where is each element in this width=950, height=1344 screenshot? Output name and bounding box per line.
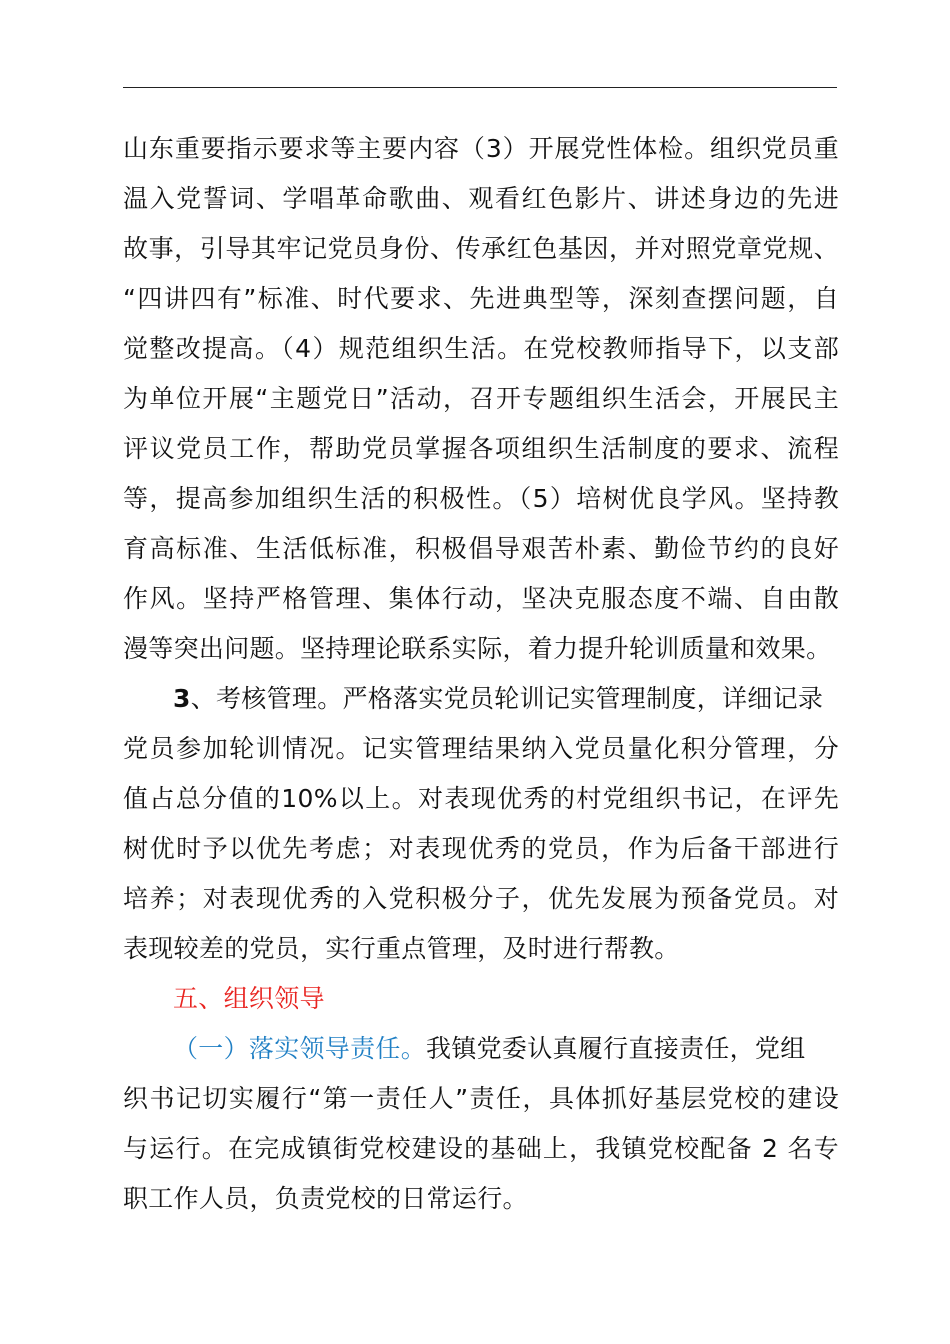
text-line: 树优时予以优先考虑；对表现优秀的党员，作为后备干部进行: [123, 834, 839, 863]
paragraph-leadership-responsibility: [123, 1024, 839, 1224]
text-line-first: [123, 674, 839, 724]
text-line: 值占总分值的10%以上。对表现优秀的村党组织书记，在评先: [123, 784, 839, 813]
text-line: 育高标准、生活低标准，积极倡导艰苦朴素、勤俭节约的良好: [123, 534, 839, 563]
header-rule: [123, 87, 837, 88]
item-text: 、考核管理。严格落实党员轮训记实管理制度，详细记录: [190, 684, 824, 713]
text-line: 为单位开展“主题党日”活动，召开专题组织生活会，开展民主: [123, 384, 839, 413]
text-line: 觉整改提高。（4）规范组织生活。在党校教师指导下，以支部: [123, 334, 839, 363]
section-heading: 五、组织领导: [173, 984, 325, 1013]
subheading: （一）落实领导责任。: [173, 1034, 427, 1063]
item-number: 3: [173, 684, 191, 713]
text-line: 表现较差的党员，实行重点管理，及时进行帮教。: [123, 934, 680, 963]
text-line: 职工作人员，负责党校的日常运行。: [123, 1184, 528, 1213]
text-line: 山东重要指示要求等主要内容（3）开展党性体检。组织党员重: [123, 134, 839, 163]
document-body: [123, 124, 839, 1224]
text-line-first: [123, 1024, 839, 1074]
text-line: 评议党员工作，帮助党员掌握各项组织生活制度的要求、流程: [123, 434, 839, 463]
text-line: 等，提高参加组织生活的积极性。（5）培树优良学风。坚持教: [123, 484, 839, 513]
text-line: 与运行。在完成镇街党校建设的基础上，我镇党校配备 2 名专: [123, 1134, 839, 1163]
text-line: 培养；对表现优秀的入党积极分子，优先发展为预备党员。对: [123, 884, 839, 913]
text-line: 作风。坚持严格管理、集体行动，坚决克服态度不端、自由散: [123, 584, 839, 613]
text-line: 党员参加轮训情况。记实管理结果纳入党员量化积分管理，分: [123, 734, 839, 763]
text-line: 故事，引导其牢记党员身份、传承红色基因，并对照党章党规、: [123, 234, 839, 263]
text-line: “四讲四有”标准、时代要求、先进典型等，深刻查摆问题，自: [123, 284, 839, 313]
paragraph-assessment-management: [123, 674, 839, 974]
text-line: 温入党誓词、学唱革命歌曲、观看红色影片、讲述身边的先进: [123, 184, 839, 213]
paragraph-party-training-content: [123, 124, 839, 674]
item-text: 我镇党委认真履行直接责任，党组: [426, 1034, 806, 1063]
text-line: 漫等突出问题。坚持理论联系实际，着力提升轮训质量和效果。: [123, 634, 832, 663]
text-line: 织书记切实履行“第一责任人”责任，具体抓好基层党校的建设: [123, 1084, 839, 1113]
